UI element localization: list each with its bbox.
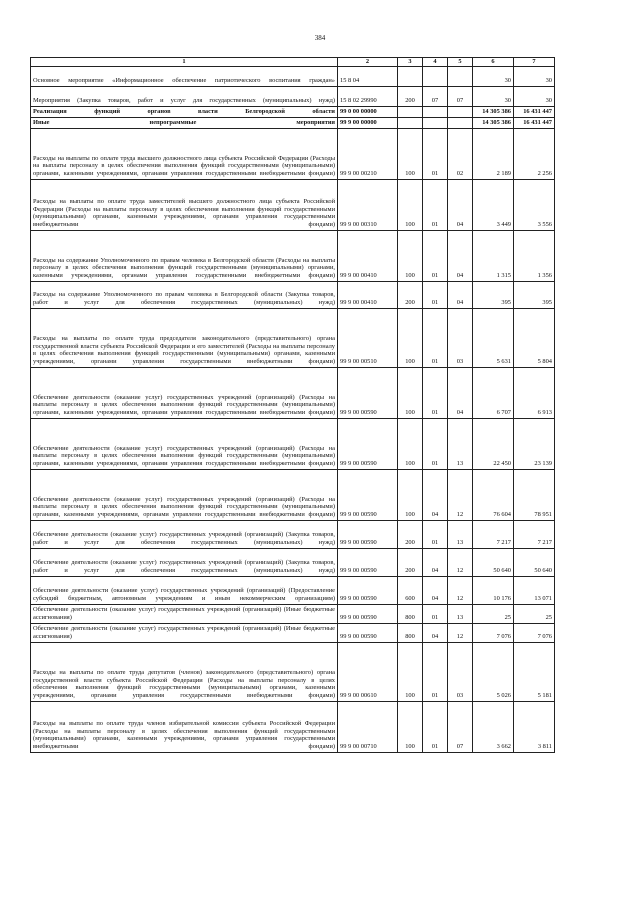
row-section: 01 [423, 367, 448, 418]
row-value-year-2: 23 139 [514, 418, 555, 469]
row-section: 01 [423, 520, 448, 548]
row-subsection: 13 [448, 604, 473, 623]
row-expense-type: 200 [398, 281, 423, 308]
row-subsection: 12 [448, 469, 473, 520]
table-row [31, 308, 555, 367]
row-name: Обеспечение деятельности (оказание услуг) государственных учреждений (организаций) (Расходы на выплаты персоналу в целях обеспечения выполнения функций государственными (муниципальными) органами, казенными учреждениями, органами управления государственными внебюджетными фондами) [31, 367, 338, 418]
row-section: 01 [423, 179, 448, 230]
row-value-year-2: 7 076 [514, 623, 555, 642]
row-value-year-1: 50 640 [473, 548, 514, 576]
row-name: Расходы на содержание Уполномоченного по правам человека в Белгородской области (Закупка товаров, работ и услуг для обеспечения государственных (муниципальных) нужд) [31, 281, 338, 308]
row-value-year-1: 10 176 [473, 576, 514, 604]
table-row [31, 604, 555, 623]
row-subsection [448, 106, 473, 117]
table-row [31, 367, 555, 418]
row-code: 99 9 00 00410 [338, 281, 398, 308]
row-expense-type: 200 [398, 548, 423, 576]
row-code: 99 9 00 00590 [338, 576, 398, 604]
row-name: Обеспечение деятельности (оказание услуг) государственных учреждений (организаций) (Закупка товаров, работ и услуг для обеспечения государственных (муниципальных) нужд) [31, 520, 338, 548]
row-code: 99 9 00 00590 [338, 520, 398, 548]
row-section: 01 [423, 230, 448, 281]
header-cell-7: 7 [514, 58, 555, 67]
row-subsection: 07 [448, 701, 473, 752]
row-expense-type: 100 [398, 367, 423, 418]
row-section: 04 [423, 548, 448, 576]
row-value-year-2: 5 804 [514, 308, 555, 367]
table-row [31, 86, 555, 106]
row-code: 99 9 00 00590 [338, 418, 398, 469]
row-value-year-1: 76 604 [473, 469, 514, 520]
row-value-year-1: 7 076 [473, 623, 514, 642]
row-code: 99 9 00 00510 [338, 308, 398, 367]
row-expense-type [398, 66, 423, 86]
header-cell-1: 1 [31, 58, 338, 67]
row-code: 99 9 00 00000 [338, 117, 398, 128]
row-code: 15 8 04 [338, 66, 398, 86]
row-subsection: 13 [448, 418, 473, 469]
row-value-year-1: 22 450 [473, 418, 514, 469]
row-code: 99 9 00 00410 [338, 230, 398, 281]
row-value-year-2: 3 811 [514, 701, 555, 752]
table-row [31, 520, 555, 548]
row-subsection: 04 [448, 367, 473, 418]
table-row [31, 106, 555, 117]
row-name: Расходы на выплаты по оплате труда заместителей высшего должностного лица субъекта Российской Федерации (Расходы на выплаты персоналу в целях обеспечения выполнения функций государственными (муниципальными) органами, казенными учреждениями, органами управления государственными внебюджетными фондами) [31, 179, 338, 230]
row-value-year-2: 30 [514, 66, 555, 86]
table-row [31, 281, 555, 308]
row-value-year-1: 6 707 [473, 367, 514, 418]
row-name: Расходы на выплаты по оплате труда депутатов (членов) законодательного (представительного) органа государственной власти субъекта Российской Федерации (Расходы на выплаты персоналу в целях обеспечения выполнения функций государственными (муниципальными) органами, казенными учреждениями, органами управления государственными внебюджетными фондами) [31, 642, 338, 701]
header-cell-5: 5 [448, 58, 473, 67]
row-code: 99 9 00 00590 [338, 469, 398, 520]
row-name: Обеспечение деятельности (оказание услуг) государственных учреждений (организаций) (Иные бюджетные ассигнования) [31, 623, 338, 642]
row-code: 99 9 00 00710 [338, 701, 398, 752]
row-expense-type: 100 [398, 469, 423, 520]
row-value-year-2: 25 [514, 604, 555, 623]
row-section: 01 [423, 642, 448, 701]
row-subsection [448, 66, 473, 86]
row-section: 01 [423, 604, 448, 623]
header-row [31, 58, 555, 67]
row-name: Обеспечение деятельности (оказание услуг) государственных учреждений (организаций) (Предоставление субсидий бюджетным, автономным учреждениям и иным некоммерческим организациям) [31, 576, 338, 604]
table-row [31, 230, 555, 281]
header-cell-6: 6 [473, 58, 514, 67]
row-subsection: 12 [448, 548, 473, 576]
row-value-year-1: 3 449 [473, 179, 514, 230]
row-expense-type: 100 [398, 418, 423, 469]
row-expense-type [398, 106, 423, 117]
row-value-year-2: 7 217 [514, 520, 555, 548]
row-subsection: 12 [448, 576, 473, 604]
row-value-year-1: 5 631 [473, 308, 514, 367]
row-section: 01 [423, 128, 448, 179]
row-name: Расходы на выплаты по оплате труда председателя законодательного (представительного) органа государственной власти субъекта Российской Федерации и его заместителей (Расходы на выплаты персоналу в целях обеспечения выполнения функций государственными (муниципальными) органами, казенными учреждениями, органами управления государственными внебюджетными фондами) [31, 308, 338, 367]
row-name: Расходы на выплаты по оплате труда высшего должностного лица субъекта Российской Федерации (Расходы на выплаты персоналу в целях обеспечения выполнения функций государственными (муниципальными) органами, казенными учреждениями, органами управления государственными внебюджетными фондами) [31, 128, 338, 179]
header-cell-3: 3 [398, 58, 423, 67]
row-section: 04 [423, 469, 448, 520]
row-expense-type: 600 [398, 576, 423, 604]
table-row [31, 701, 555, 752]
row-value-year-1: 1 315 [473, 230, 514, 281]
page-number: 384 [314, 34, 326, 42]
row-value-year-1: 30 [473, 86, 514, 106]
budget-table [30, 57, 555, 753]
row-subsection: 03 [448, 642, 473, 701]
row-section: 07 [423, 86, 448, 106]
row-section [423, 66, 448, 86]
row-section: 01 [423, 418, 448, 469]
row-section: 04 [423, 576, 448, 604]
row-value-year-1: 5 026 [473, 642, 514, 701]
row-expense-type: 100 [398, 642, 423, 701]
row-value-year-1: 30 [473, 66, 514, 86]
row-code: 99 9 00 00210 [338, 128, 398, 179]
table-row [31, 623, 555, 642]
row-subsection: 03 [448, 308, 473, 367]
table-row [31, 117, 555, 128]
table-row [31, 66, 555, 86]
row-name: Иные непрограммные мероприятия [31, 117, 338, 128]
row-value-year-2: 2 256 [514, 128, 555, 179]
row-code: 99 9 00 00590 [338, 623, 398, 642]
row-value-year-2: 1 356 [514, 230, 555, 281]
row-name: Обеспечение деятельности (оказание услуг) государственных учреждений (организаций) (Расходы на выплаты персоналу в целях обеспечения выполнения функций государственными (муниципальными) органами, казенными учреждениями, органами управления государственными внебюджетными фондами) [31, 418, 338, 469]
table-row [31, 548, 555, 576]
row-expense-type: 100 [398, 128, 423, 179]
row-code: 15 8 02 29990 [338, 86, 398, 106]
row-value-year-2: 78 951 [514, 469, 555, 520]
row-expense-type: 100 [398, 701, 423, 752]
row-value-year-2: 395 [514, 281, 555, 308]
row-name: Обеспечение деятельности (оказание услуг) государственных учреждений (организаций) (Расходы на выплаты персоналу в целях обеспечения выполнения функций государственными (муниципальными) органами, казенными учреждениями, органами управлени государственными внебюджетными фондами) [31, 469, 338, 520]
row-code: 99 9 00 00590 [338, 367, 398, 418]
row-value-year-1: 395 [473, 281, 514, 308]
row-name: Реализация функций органов власти Белгородской области [31, 106, 338, 117]
row-value-year-2: 3 556 [514, 179, 555, 230]
row-code: 99 0 00 00000 [338, 106, 398, 117]
row-subsection [448, 117, 473, 128]
row-value-year-2: 50 640 [514, 548, 555, 576]
row-value-year-2: 16 431 447 [514, 106, 555, 117]
row-code: 99 9 00 00610 [338, 642, 398, 701]
row-value-year-1: 2 189 [473, 128, 514, 179]
row-code: 99 9 00 00590 [338, 548, 398, 576]
table-row [31, 469, 555, 520]
row-subsection: 02 [448, 128, 473, 179]
row-name: Основное мероприятие «Информационное обеспечение патриотического воспитания граждан» [31, 66, 338, 86]
row-expense-type: 100 [398, 230, 423, 281]
row-expense-type: 800 [398, 623, 423, 642]
row-subsection: 04 [448, 281, 473, 308]
row-expense-type [398, 117, 423, 128]
table-row [31, 642, 555, 701]
row-value-year-1: 14 305 386 [473, 106, 514, 117]
row-name: Расходы на содержание Уполномоченного по правам человека в Белгородской области (Расходы на выплаты персоналу в целях обеспечения выполнения функций государственными (муниципальными) органами, казенными учреждениями, органами управления государственными внебюджетными фондами) [31, 230, 338, 281]
row-section [423, 106, 448, 117]
row-value-year-2: 30 [514, 86, 555, 106]
row-name: Обеспечение деятельности (оказание услуг) государственных учреждений (организаций) (Иные бюджетные ассигнования) [31, 604, 338, 623]
row-subsection: 04 [448, 230, 473, 281]
row-expense-type: 100 [398, 179, 423, 230]
header-cell-2: 2 [338, 58, 398, 67]
row-subsection: 13 [448, 520, 473, 548]
row-value-year-1: 25 [473, 604, 514, 623]
row-section: 01 [423, 281, 448, 308]
header-cell-4: 4 [423, 58, 448, 67]
row-section: 01 [423, 308, 448, 367]
row-subsection: 12 [448, 623, 473, 642]
row-value-year-2: 6 913 [514, 367, 555, 418]
row-value-year-1: 3 662 [473, 701, 514, 752]
row-value-year-1: 7 217 [473, 520, 514, 548]
row-section [423, 117, 448, 128]
row-subsection: 07 [448, 86, 473, 106]
row-expense-type: 200 [398, 520, 423, 548]
row-value-year-2: 13 071 [514, 576, 555, 604]
table-row [31, 128, 555, 179]
row-expense-type: 100 [398, 308, 423, 367]
table-row [31, 576, 555, 604]
row-subsection: 04 [448, 179, 473, 230]
row-name: Мероприятия (Закупка товаров, работ и услуг для государственных (муниципальных) нужд) [31, 86, 338, 106]
table-row [31, 418, 555, 469]
row-code: 99 9 00 00310 [338, 179, 398, 230]
table-row [31, 179, 555, 230]
row-code: 99 9 00 00590 [338, 604, 398, 623]
row-section: 01 [423, 701, 448, 752]
row-expense-type: 800 [398, 604, 423, 623]
row-section: 04 [423, 623, 448, 642]
row-name: Расходы на выплаты по оплате труда членов избирательной комиссии субъекта Российской Федерации (Расходы на выплаты персоналу в целях обеспечения выполнения функций государственными (муниципальными) органами, казенными учреждениями, органами управления государственными внебюджетными фондами) [31, 701, 338, 752]
row-value-year-2: 5 181 [514, 642, 555, 701]
row-value-year-2: 16 431 447 [514, 117, 555, 128]
row-expense-type: 200 [398, 86, 423, 106]
row-name: Обеспечение деятельности (оказание услуг) государственных учреждений (организаций) (Закупка товаров, работ и услуг для обеспечения государственных (муниципальных) нужд) [31, 548, 338, 576]
row-value-year-1: 14 305 386 [473, 117, 514, 128]
